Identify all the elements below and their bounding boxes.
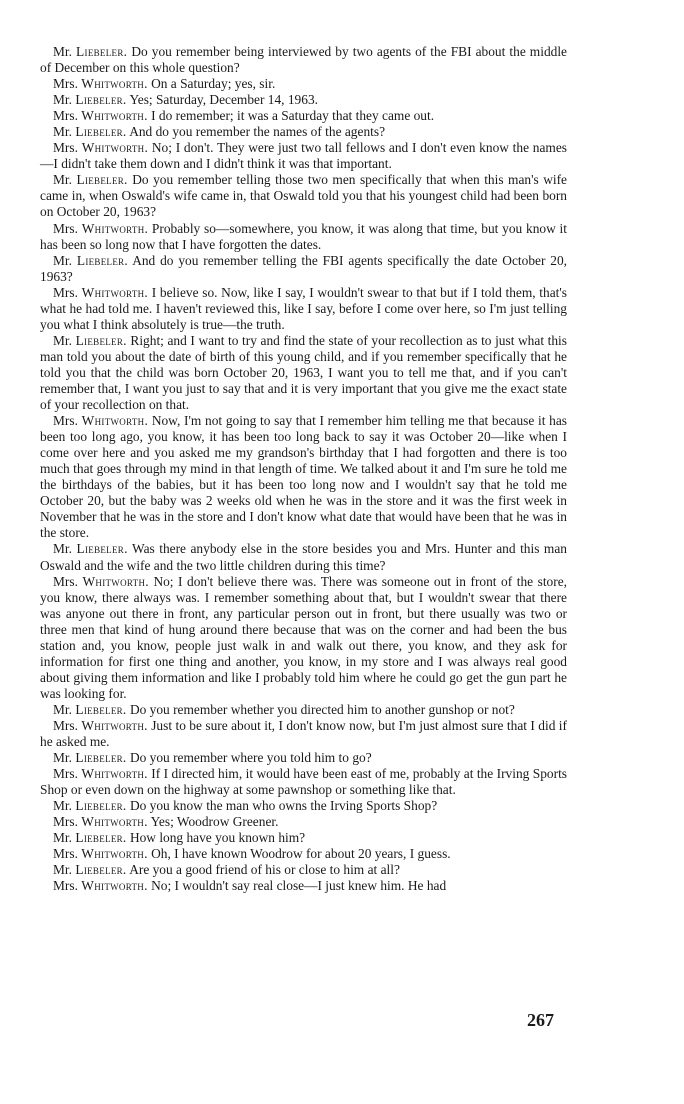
testimony-paragraph	[40, 413, 567, 541]
speech-text: Do you remember whether you directed him to another gunshop or not?	[129, 701, 515, 717]
testimony-paragraph	[40, 253, 567, 285]
speaker-title: Mr.	[53, 830, 72, 846]
speaker-title: Mrs.	[53, 220, 78, 236]
speaker-title: Mr.	[53, 124, 72, 140]
speaker-name: Whitworth.	[81, 846, 148, 862]
testimony-text	[40, 44, 567, 894]
testimony-paragraph	[40, 750, 567, 766]
speech-text: And do you remember telling the FBI agents specifically the date October 20, 1963?	[40, 252, 567, 284]
testimony-paragraph	[40, 541, 567, 573]
speaker-name: Whitworth.	[81, 717, 148, 733]
testimony-paragraph	[40, 108, 567, 124]
testimony-paragraph	[40, 878, 567, 894]
speech-text: No; I don't. They were just two tall fellows and I don't even know the names—I didn't take them down and I didn't think it was that important.	[40, 140, 567, 172]
speaker-name: Whitworth.	[81, 76, 148, 92]
speaker-title: Mr.	[53, 862, 72, 878]
speaker-title: Mr.	[53, 541, 72, 557]
speaker-name: Whitworth.	[81, 108, 148, 124]
speech-text: Do you remember telling those two men specifically that when this man's wife came in, when Oswald's wife came in, that Oswald told you that his youngest child had been born on October 20, 1963?	[40, 172, 568, 220]
speech-text: And do you remember the names of the agents?	[129, 124, 386, 140]
speech-text: Do you know the man who owns the Irving Sports Shop?	[129, 798, 438, 814]
speaker-name: Whitworth.	[81, 220, 149, 236]
testimony-paragraph	[40, 333, 567, 413]
speaker-title: Mrs.	[53, 573, 78, 589]
speech-text: Probably so—somewhere, you know, it was along that time, but you know it has been so long now that I have forgotten the dates.	[40, 220, 567, 252]
speaker-name: Liebeler.	[75, 124, 127, 140]
speaker-title: Mr.	[53, 92, 72, 108]
speech-text: Right; and I want to try and find the state of your recollection as to just what this man told you about the date of birth of this young child, and if you remember specifically that he told you that the child was born October 20, 1963, I want you to tell me that, and if you can't remember that, I want you just to say that and it is very important that you give me the exact state of your recollection on that.	[40, 332, 567, 413]
speaker-title: Mr.	[53, 44, 72, 59]
speaker-name: Whitworth.	[82, 573, 149, 589]
speech-text: Yes; Saturday, December 14, 1963.	[129, 92, 318, 108]
speaker-name: Liebeler.	[76, 541, 128, 557]
speech-text: If I directed him, it would have been east of me, probably at the Irving Sports Shop or even down on the highway at some pawnshop or something like that.	[40, 766, 567, 798]
testimony-paragraph	[40, 285, 567, 333]
testimony-paragraph	[40, 172, 567, 220]
speech-text: On a Saturday; yes, sir.	[151, 76, 276, 92]
testimony-paragraph	[40, 766, 567, 798]
speaker-name: Liebeler.	[75, 798, 127, 814]
speech-text: Now, I'm not going to say that I remember him telling me that because it has been too long ago, you know, it has been too long back to say it was October 20—like when I come over here and you asked me my grandson's birthday that I had forgotten and there is too much that goes through my mind in that length of time. We talked about it and I'm sure he told me the birthdays of the babies, but it has been too long now and I wouldn't say that he told me October 20, but the baby was 2 weeks old when he was in the store and it was the first week in November that he was in the store and I don't know what date that would have been that he was in the store.	[40, 413, 568, 541]
speech-text: Just to be sure about it, I don't know now, but I'm just almost sure that I did if he asked me.	[40, 717, 567, 750]
speech-text: Do you remember where you told him to go?	[129, 750, 372, 766]
speech-text: How long have you known him?	[129, 830, 306, 846]
speaker-title: Mrs.	[53, 814, 78, 830]
testimony-paragraph	[40, 124, 567, 140]
testimony-paragraph	[40, 718, 567, 750]
speech-text: Oh, I have known Woodrow for about 20 years, I guess.	[151, 846, 451, 862]
speaker-title: Mrs.	[53, 140, 78, 156]
speaker-title: Mr.	[53, 172, 72, 188]
speaker-title: Mrs.	[53, 108, 78, 124]
speaker-name: Whitworth.	[81, 814, 148, 830]
speaker-name: Liebeler.	[76, 252, 129, 268]
speaker-title: Mrs.	[53, 717, 78, 733]
speaker-title: Mr.	[53, 332, 72, 348]
page-number: 267	[527, 1010, 554, 1030]
speaker-name: Whitworth.	[81, 413, 149, 429]
speaker-name: Liebeler.	[75, 862, 127, 878]
testimony-paragraph	[40, 574, 567, 702]
testimony-paragraph	[40, 814, 567, 830]
speaker-name: Liebeler.	[75, 830, 127, 846]
testimony-paragraph	[40, 846, 567, 862]
testimony-paragraph	[40, 44, 567, 76]
speech-text: No; I don't believe there was. There was someone out in front of the store, you know, there always was. I remember something about that, but I wouldn't swear that there was anyone out there in front, any particular person out in front, but there usually was two or three men that kind of hung around there because that was on the corner and had been the bus station and, you know, people just walk in and walk out there, you know, and they ask for information for first one thing and another, you know, in my store and I was always real good about giving them information and like I probably told him where he could go get the gun part he was looking for.	[40, 573, 567, 701]
speaker-name: Liebeler.	[75, 750, 127, 766]
speaker-name: Whitworth.	[81, 284, 149, 300]
speaker-name: Liebeler.	[75, 701, 127, 717]
testimony-paragraph	[40, 92, 567, 108]
speaker-name: Whitworth.	[81, 878, 148, 894]
testimony-paragraph	[40, 862, 567, 878]
speaker-title: Mrs.	[53, 766, 78, 782]
speaker-title: Mrs.	[53, 413, 78, 429]
testimony-paragraph	[40, 76, 567, 92]
speech-text: I believe so. Now, like I say, I wouldn't swear to that but if I told them, that's what he had told me. I haven't reviewed this, like I say, before I come over here, so I'm just telling you what I think absolutely is true—the truth.	[40, 284, 567, 332]
testimony-paragraph	[40, 221, 567, 253]
speaker-title: Mr.	[53, 701, 72, 717]
speech-text: I do remember; it was a Saturday that they came out.	[151, 108, 435, 124]
speech-text: Yes; Woodrow Greener.	[150, 814, 279, 830]
speaker-title: Mr.	[53, 798, 72, 814]
speaker-title: Mrs.	[53, 878, 78, 894]
testimony-paragraph	[40, 140, 567, 172]
speech-text: No; I wouldn't say real close—I just knew him. He had	[151, 878, 447, 894]
speech-text: Do you remember being interviewed by two agents of the FBI about the middle of December on this whole question?	[40, 44, 567, 76]
speaker-title: Mrs.	[53, 284, 78, 300]
speaker-name: Liebeler.	[75, 92, 127, 108]
speaker-name: Liebeler.	[76, 44, 128, 59]
speaker-name: Liebeler.	[75, 332, 127, 348]
speaker-name: Liebeler.	[76, 172, 128, 188]
testimony-paragraph	[40, 830, 567, 846]
speaker-name: Whitworth.	[81, 766, 148, 782]
testimony-paragraph	[40, 798, 567, 814]
speaker-title: Mrs.	[53, 846, 78, 862]
speech-text: Was there anybody else in the store besides you and Mrs. Hunter and this man Oswald and the wife and the two little children during this time?	[40, 541, 567, 573]
speaker-name: Whitworth.	[81, 140, 149, 156]
speech-text: Are you a good friend of his or close to him at all?	[129, 862, 400, 878]
speaker-title: Mrs.	[53, 76, 78, 92]
speaker-title: Mr.	[53, 750, 72, 766]
speaker-title: Mr.	[53, 252, 72, 268]
testimony-paragraph	[40, 702, 567, 718]
